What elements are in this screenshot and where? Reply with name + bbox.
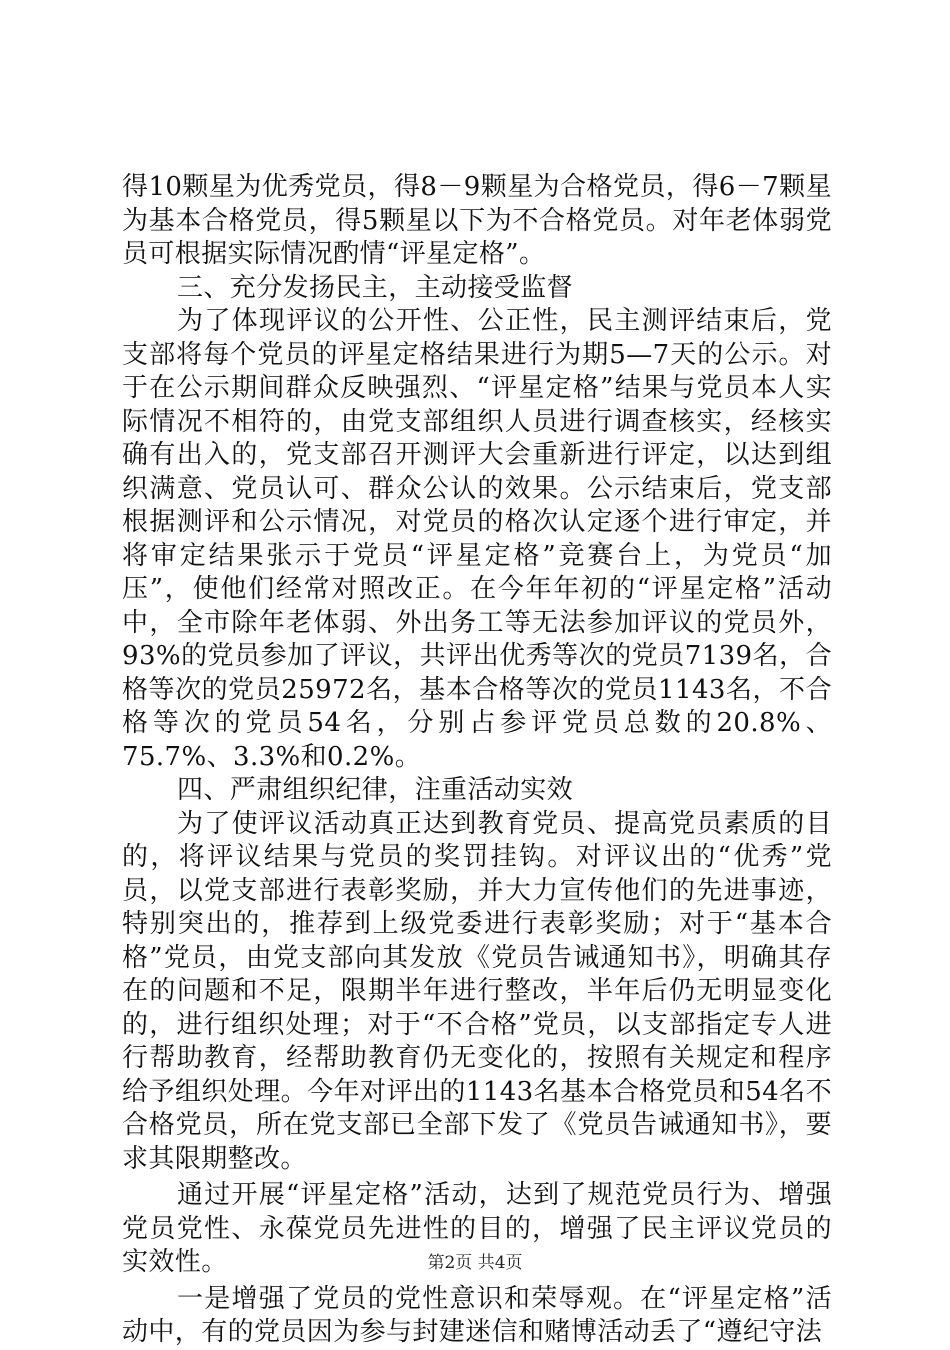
paragraph-party-awareness: 一是增强了党员的党性意识和荣辱观。在“评星定格”活动中，有的党员因为参与封建迷信和赌博活动丢了“遵纪守法 (122, 1283, 832, 1347)
heading-section-three: 三、充分发扬民主，主动接受监督 (177, 272, 574, 303)
document-body (122, 171, 832, 1350)
paragraph-rewards-penalties: 为了使评议活动真正达到教育党员、提高党员素质的目的，将评议结果与党员的奖罚挂钩。对评议出的“优秀”党员，以党支部进行表彰奖励，并大力宣传他们的先进事迹，特别突出的，推荐到上级党委进行表彰奖励；对于“基本合格”党员，由党支部向其发放《党员告诫通知书》，明确其存在的问题和不足，限期半年进行整改，半年后仍无明显变化的，进行组织处理；对于“不合格”党员，以支部指定专人进行帮助教育，经帮助教育仍无变化的，按照有关规定和程序给予组织处理。今年对评出的1143名基本合格党员和54名不合格党员，所在党支部已全部下发了《党员告诫通知书》，要求其限期整改。 (122, 808, 832, 1174)
paragraph-public-notice: 为了体现评议的公开性、公正性，民主测评结束后，党支部将每个党员的评星定格结果进行为期5—7天的公示。对于在公示期间群众反映强烈、“评星定格”结果与党员本人实际情况不相符的，由党支部组织人员进行调查核实，经核实确有出入的，党支部召开测评大会重新进行评定，以达到组织满意、党员认可、群众公认的效果。公示结束后，党支部根据测评和公示情况，对党员的格次认定逐个进行审定，并将审定结果张示于党员“评星定格”竞赛台上，为党员“加压”，使他们经常对照改正。在今年年初的“评星定格”活动中，全市除年老体弱、外出务工等无法参加评议的党员外，93%的党员参加了评议，共评出优秀等次的党员7139名，合格等次的党员25972名，基本合格等次的党员1143名，不合格等次的党员54名，分别占参评党员总数的20.8%、75.7%、3.3%和0.2%。 (122, 306, 832, 772)
heading-section-four: 四、严肃组织纪律，注重活动实效 (177, 775, 574, 805)
page-number-footer: 第2页 共4页 (427, 1253, 523, 1273)
paragraph-star-rating-criteria: 得10颗星为优秀党员，得8－9颗星为合格党员，得6－7颗星为基本合格党员，得5颗星以下为不合格党员。对年老体弱党员可根据实际情况酌情“评星定格”。 (122, 172, 832, 269)
paragraph-activity-results: 通过开展“评星定格”活动，达到了规范党员行为、增强党员党性、永葆党员先进性的目的，增强了民主评议党员的实效性。 (122, 1180, 832, 1277)
